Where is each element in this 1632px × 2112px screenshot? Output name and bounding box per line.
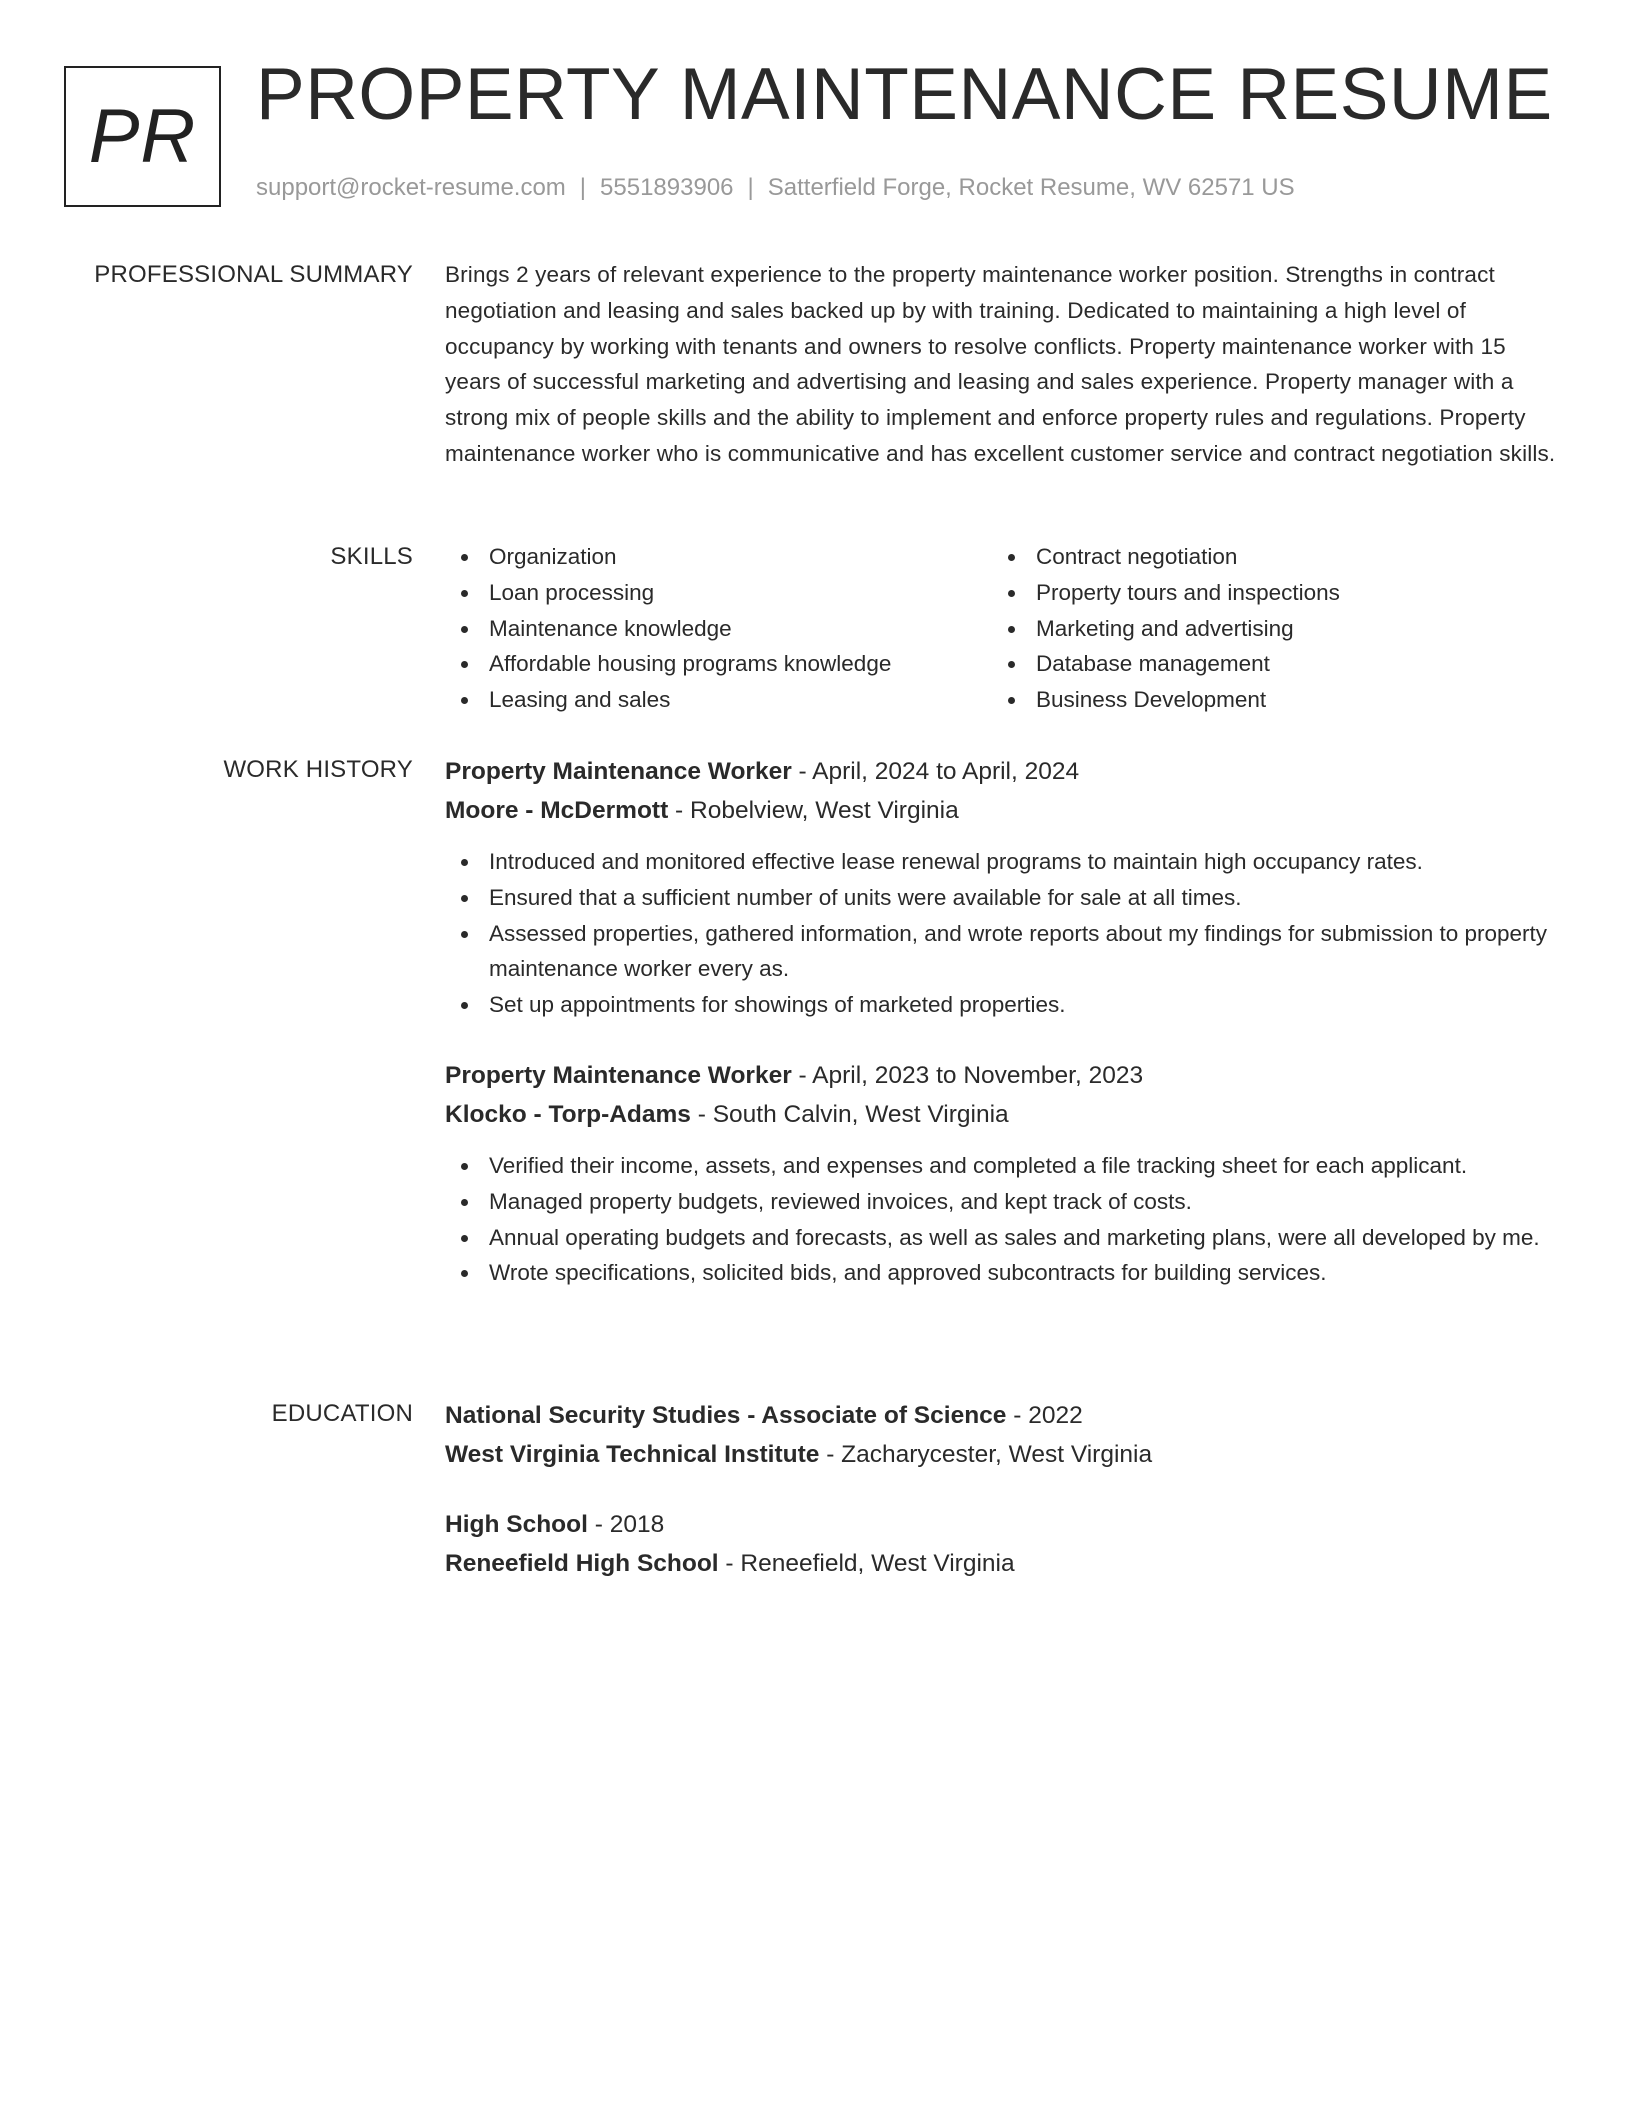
job-bullet: Verified their income, assets, and expenses and completed a file tracking sheet for each applicant.: [445, 1148, 1560, 1184]
education-school: West Virginia Technical Institute: [445, 1441, 820, 1468]
skills-list-right: [992, 539, 1539, 718]
skill-item: Organization: [445, 539, 992, 575]
contact-separator: |: [579, 174, 587, 201]
section-label-work: WORK HISTORY: [223, 756, 413, 783]
skills-list-left: [445, 539, 992, 718]
education-year: - 2018: [587, 1511, 665, 1538]
job-location: - South Calvin, West Virginia: [690, 1100, 1009, 1128]
skill-item: Leasing and sales: [445, 682, 992, 718]
contact-address: Satterfield Forge, Rocket Resume, WV 62571 US: [767, 174, 1295, 201]
job-entry: [445, 1056, 1560, 1291]
education-location: - Zacharycester, West Virginia: [819, 1441, 1153, 1468]
education-degree-line: [445, 1396, 1560, 1435]
job-bullet: Assessed properties, gathered information, and wrote reports about my findings for submission to property maintenance worker every as.: [445, 916, 1560, 988]
skill-item: Business Development: [992, 682, 1539, 718]
job-bullet: Set up appointments for showings of marketed properties.: [445, 987, 1560, 1023]
skill-item: Marketing and advertising: [992, 611, 1539, 647]
education-year: - 2022: [1006, 1402, 1083, 1429]
job-bullet: Annual operating budgets and forecasts, as well as sales and marketing plans, were all developed by me.: [445, 1220, 1560, 1256]
section-label-skills: SKILLS: [330, 543, 413, 570]
job-bullets: [445, 844, 1560, 1023]
contact-separator: |: [747, 174, 754, 201]
contact-line: [256, 176, 1295, 200]
skill-item: Loan processing: [445, 575, 992, 611]
skill-item: Database management: [992, 646, 1539, 682]
skill-item: Affordable housing programs knowledge: [445, 646, 992, 682]
skill-item: Contract negotiation: [992, 539, 1539, 575]
job-title: Property Maintenance Worker: [445, 758, 792, 785]
education-degree: National Security Studies - Associate of Science: [445, 1402, 1007, 1429]
job-company: Klocko - Torp-Adams: [445, 1100, 691, 1128]
job-bullet: Introduced and monitored effective lease renewal programs to maintain high occupancy rates.: [445, 844, 1560, 880]
education-school-line: [445, 1435, 1560, 1474]
education-location: - Reneefield, West Virginia: [718, 1550, 1015, 1577]
contact-email: support@rocket-resume.com: [256, 174, 566, 201]
monogram-initials: PR: [88, 93, 197, 179]
job-dates: - April, 2023 to November, 2023: [791, 1061, 1144, 1089]
skill-item: Maintenance knowledge: [445, 611, 992, 647]
job-dates: - April, 2024 to April, 2024: [791, 758, 1080, 785]
job-company: Moore - McDermott: [445, 797, 669, 824]
section-label-education: EDUCATION: [271, 1400, 413, 1427]
education-entry: [445, 1505, 1560, 1583]
education-entry: [445, 1396, 1560, 1474]
education-degree-line: [445, 1505, 1560, 1544]
contact-phone: 5551893906: [600, 174, 734, 201]
job-location: - Robelview, West Virginia: [668, 797, 959, 824]
job-bullet: Wrote specifications, solicited bids, and approved subcontracts for building services.: [445, 1255, 1560, 1291]
education-body: [445, 1396, 1560, 1583]
job-bullets: [445, 1148, 1560, 1291]
resume-title: PROPERTY MAINTENANCE RESUME: [256, 54, 1553, 135]
education-degree: High School: [445, 1511, 588, 1538]
section-label-summary: PROFESSIONAL SUMMARY: [94, 261, 413, 288]
job-company-line: [445, 1095, 1560, 1134]
job-bullet: Ensured that a sufficient number of units were available for sale at all times.: [445, 880, 1560, 916]
education-school-line: [445, 1544, 1560, 1583]
job-entry: [445, 752, 1560, 1023]
skills-columns: [445, 539, 1560, 718]
job-bullet: Managed property budgets, reviewed invoices, and kept track of costs.: [445, 1184, 1560, 1220]
summary-text: Brings 2 years of relevant experience to the property maintenance worker position. Strengths in contract negotiation and leasing and sales backed up by with training. Dedicated to maintaining a high level of occupancy by working with tenants and owners to resolve conflicts. Property maintenance worker with 15 years of successful marketing and advertising and leasing and sales experience. Property manager with a strong mix of people skills and the ability to implement and enforce property rules and regulations. Property maintenance worker who is communicative and has excellent customer service and contract negotiation skills.: [445, 262, 1556, 466]
education-school: Reneefield High School: [445, 1550, 719, 1577]
job-title-line: [445, 1056, 1560, 1095]
job-company-line: [445, 791, 1560, 830]
skills-body: [445, 539, 1560, 718]
monogram-box: [64, 66, 221, 207]
summary-body: [445, 257, 1560, 472]
job-title: Property Maintenance Worker: [445, 1061, 792, 1089]
job-title-line: [445, 752, 1560, 791]
skill-item: Property tours and inspections: [992, 575, 1539, 611]
work-body: [445, 752, 1560, 1291]
